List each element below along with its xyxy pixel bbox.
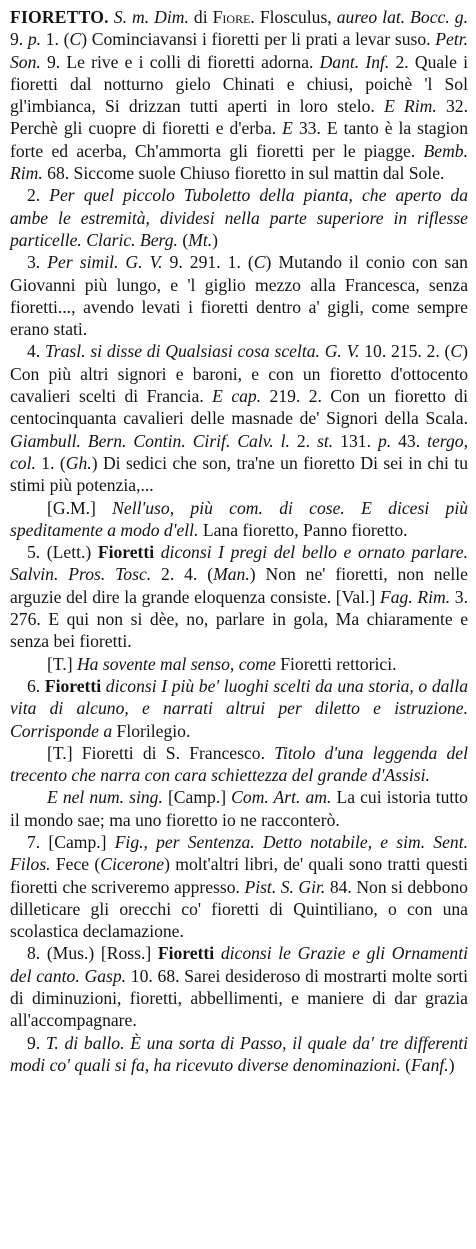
text-run: Per quel piccolo Tuboletto della pianta, che aperto da ambe le estremità, dividesi nella parte superiore in riflesse particelle. Claric. Berg.	[10, 185, 469, 250]
text-run: 68. Siccome suole Chiuso fioretto in sul mattin dal Sole.	[42, 163, 445, 184]
text-run: p.	[377, 430, 392, 451]
text-run: diconsi I più be' luoghi scelti da una storia, o dalla vita di alcuno, e narrati altrui per diletto e istruzione. Corrisponde a	[10, 675, 469, 741]
text-run: ) Mutando il conio con san Giovanni più lungo, e 'l giglio mezzo alla Francesca, senza fioretti..., avendo levati i fioretti dentro a' gigli, come sempre erano stati.	[10, 252, 468, 340]
text-run: T. di ballo. È una sorta di Passo, il quale da' tre differenti modi co' quali si fa, ha ricevuto diverse denominazioni.	[10, 1032, 469, 1075]
text-run: st.	[317, 430, 334, 451]
text-run: Com. Art. am.	[231, 787, 332, 808]
text-run: Per simil. G. V.	[47, 252, 163, 273]
text-run: Fanf.	[411, 1054, 449, 1075]
text-run: 43.	[391, 430, 428, 451]
text-run: 5. (Lett.)	[27, 542, 98, 563]
text-run: Giambull. Bern. Contin. Cirif. Calv. l.	[10, 430, 290, 451]
text-run: 2. Quale i fioretti dal notturno gielo Chinati e chiusi, poichè 'l Sol gl'imbianca, Si drizzan tutti aperti in loro stelo.	[10, 51, 468, 117]
text-run: 7. [Camp.]	[27, 831, 115, 852]
text-run: 9. 291. 1. (	[162, 252, 254, 273]
sense-1	[10, 6, 468, 184]
text-run: 9.	[27, 1032, 46, 1053]
text-run: Lana fioretto, Panno fioretto.	[198, 519, 408, 540]
text-run: E cap.	[212, 386, 262, 407]
text-run: Fioretti	[97, 542, 155, 563]
text-run: ) Cominciavansi i fioretti per li prati a levar suso.	[81, 29, 436, 50]
text-run: 84. Non si debbono dilleticare gli orecchi co' fioretti di Quintiliano, o con una scolastica declamazione.	[10, 876, 468, 942]
text-run: E nel num. sing.	[47, 787, 163, 808]
text-run: 32. Perchè gli cuopre di fioretti e d'erba.	[10, 96, 469, 139]
text-run: Nell'uso, più com. di cose. E dicesi più speditamente a modo d'ell.	[10, 497, 469, 540]
text-run: . Flosculus,	[250, 7, 337, 27]
text-run: 33. E tanto è la stagion forte ed acerba, Ch'ammorta gli fioretti per le piagge.	[10, 118, 469, 161]
text-run: 10. 215. 2. (	[359, 341, 451, 362]
text-run: Man.	[213, 564, 250, 585]
sense-8	[10, 942, 468, 1031]
dictionary-entry-fioretto	[10, 6, 468, 1076]
headword: FIORETTO.	[10, 7, 109, 27]
text-run: La cui istoria tutto il mondo sae; ma uno fioretto io ne racconterò.	[10, 787, 468, 830]
sense-2	[10, 184, 468, 251]
text-run: C	[69, 29, 82, 50]
text-run: (	[177, 229, 189, 250]
text-run: Mt.	[188, 229, 213, 250]
text-run: ) Di sedici che son, tra'ne un fioretto Di sei in chi tu stimi più potenzia,...	[10, 452, 468, 496]
text-run: ) molt'altri libri, de' quali sono tratti questi fioretti che scriveremo appresso.	[10, 854, 468, 897]
text-run: S. m. Dim.	[108, 7, 189, 27]
text-run: [G.M.]	[47, 497, 113, 518]
text-run: [T.]	[47, 653, 77, 674]
text-run: (	[400, 1054, 412, 1075]
text-run: [T.] Fioretti di S. Francesco.	[47, 742, 275, 763]
sense-5	[10, 541, 468, 652]
text-run: 3. 276. E qui non si dèe, no, parlare in gola, Ma chiaramente e senza bei fioretti.	[10, 586, 468, 652]
text-run: Fag. Rim.	[380, 586, 451, 607]
text-run: Fioretti	[157, 943, 215, 964]
text-run: 2.	[27, 185, 50, 206]
text-run: 8. (Mus.) [Ross.]	[27, 943, 158, 964]
text-run: Ha sovente mal senso, come	[76, 653, 276, 674]
text-run: diconsi le Grazie e gli Ornamenti del canto. Gasp.	[10, 943, 469, 986]
text-run: tergo, col.	[10, 430, 468, 473]
text-run: 131.	[333, 430, 378, 451]
text-run: 2. 4. (	[151, 564, 214, 585]
sense-4-note	[10, 497, 468, 542]
text-run: Pist. S. Gir.	[244, 876, 326, 897]
text-run: di	[188, 7, 213, 27]
sense-4	[10, 340, 468, 496]
text-run: 2.	[289, 430, 318, 451]
text-run: [Camp.]	[162, 787, 232, 808]
sense-9	[10, 1032, 468, 1077]
text-run: ) Non ne' fioretti, non nelle arguzie del dire la grande eloquenza consiste. [Val.]	[10, 564, 468, 607]
text-run: Fioretti	[44, 675, 102, 696]
text-run: C	[450, 341, 463, 362]
text-run: Fiore	[212, 7, 251, 27]
text-run: )	[448, 1054, 455, 1075]
text-run: Petr. Son.	[10, 29, 469, 72]
text-run: 9.	[10, 29, 28, 50]
text-run: Fece (	[50, 854, 101, 875]
text-run: E Rim.	[384, 96, 437, 117]
text-run: Cicerone	[100, 854, 165, 875]
sense-3	[10, 251, 468, 340]
text-run: 219. 2. Con un fioretto di centocinquanta cavalieri delle masnade de' Signori della Scala.	[10, 386, 468, 429]
text-run: Dant. Inf.	[319, 51, 390, 72]
text-run: 6.	[27, 675, 45, 696]
sense-5-note	[10, 653, 468, 675]
text-run: Florilegio.	[112, 720, 191, 741]
text-run: )	[212, 229, 219, 250]
text-run: 1. (	[35, 452, 66, 473]
text-run: Titolo d'una leggenda del trecento che narra con cara schiettezza del grande d'Assisi.	[10, 742, 468, 786]
text-run: 10. 68. Sarei desideroso di mostrarti molte sorti di diminuzioni, fioretti, abbellimenti, e maniere di dar grazia all'accompagnare.	[10, 965, 468, 1031]
text-run: 3.	[27, 252, 48, 273]
sense-7	[10, 831, 468, 942]
text-run: Fioretti rettorici.	[275, 653, 397, 674]
sense-6-plural	[10, 786, 468, 831]
text-run: 4.	[27, 341, 45, 362]
text-run: C	[253, 252, 266, 273]
text-run: Trasl. si disse di Qualsiasi cosa scelta. G. V.	[44, 341, 360, 362]
sense-6	[10, 675, 468, 742]
sense-6-note	[10, 742, 468, 787]
text-run: diconsi I pregi del bello e ornato parlare. Salvin. Pros. Tosc.	[10, 542, 468, 585]
text-run: p.	[27, 29, 42, 50]
text-run: 1. (	[41, 29, 70, 50]
text-run: E	[282, 118, 293, 139]
text-run: Bemb. Rim.	[10, 140, 468, 184]
text-run: Gh.	[65, 452, 92, 473]
text-run: 9. Le rive e i colli di fioretti adorna.	[40, 51, 320, 72]
text-run: aureo lat. Bocc. g.	[336, 7, 468, 27]
text-run: ) Con più altri signori e baroni, e con un fioretto d'ottocento cavalieri scelti di Francia.	[10, 341, 468, 407]
text-run: Fig., per Sentenza. Detto notabile, e sim. Sent. Filos.	[10, 831, 468, 875]
